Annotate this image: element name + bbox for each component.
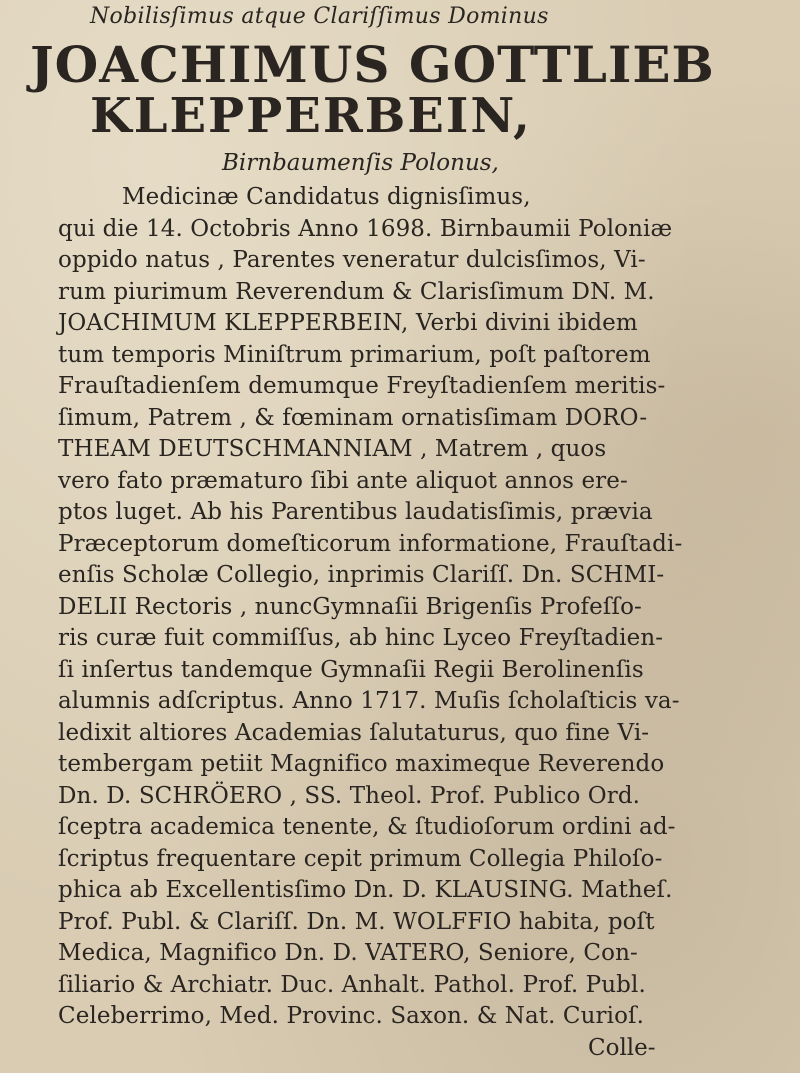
catchword: Colle- (588, 1034, 656, 1061)
body-line: ledixit altiores Academias ſalutaturus, quo fine Vi- (58, 719, 650, 746)
body-line: ſimum, Patrem , & fœminam ornatisſimam DORO- (58, 404, 648, 431)
intro-line: Nobilisſimus atque Clariſſimus Dominus (90, 4, 549, 29)
body-line: rum piurimum Reverendum & Clarisſimum DN. M. (58, 278, 655, 305)
origin-line: Birnbaumenſis Polonus, (222, 150, 499, 176)
body-line: qui die 14. Octobris Anno 1698. Birnbaumii Poloniæ (58, 215, 673, 242)
body-line: ſceptra academica tenente, & ſtudioſorum ordini ad- (58, 814, 676, 840)
body-line: phica ab Excellentisſimo Dn. D. KLAUSING. Matheſ. (58, 877, 673, 903)
body-line: enſis Scholæ Collegio, inprimis Clariſſ. Dn. SCHMI- (58, 562, 665, 588)
body-line: ris curæ fuit commiſſus, ab hinc Lyceo Freyſtadien- (58, 625, 664, 651)
body-line: THEAM DEUTSCHMANNIAM , Matrem , quos (58, 436, 607, 462)
body-line: Medica, Magnifico Dn. D. VATERO, Seniore, Con- (58, 940, 638, 966)
body-line: Dn. D. SCHRÖERO , SS. Theol. Prof. Publico Ord. (58, 782, 641, 809)
body-line: tum temporis Miniſtrum primarium, poſt paſtorem (58, 341, 651, 368)
name-line-2: KLEPPERBEIN, (90, 88, 532, 144)
body-line: Prof. Publ. & Clariſſ. Dn. M. WOLFFIO habita, poſt (58, 908, 655, 935)
body-line: oppido natus , Parentes veneratur dulcisſimos, Vi- (58, 247, 646, 273)
body-line: ſi inſertus tandemque Gymnaſii Regii Berolinenſis (58, 656, 644, 683)
body-line: ſiliario & Archiatr. Duc. Anhalt. Pathol. Prof. Publ. (58, 971, 646, 998)
body-line: Præceptorum domeſticorum informatione, Frauſtadi- (58, 530, 683, 557)
body-line: ſcriptus frequentare cepit primum Collegia Philoſo- (58, 845, 663, 872)
name-line-1: JOACHIMUS GOTTLIEB (30, 35, 715, 94)
body-line: Medicinæ Candidatus dignisſimus, (122, 184, 531, 210)
body-line: JOACHIMUM KLEPPERBEIN, Verbi divini ibidem (58, 310, 638, 336)
body-line: ptos luget. Ab his Parentibus laudatisſimis, prævia (58, 499, 653, 525)
body-line: Frauſtadienſem demumque Freyſtadienſem meritis- (58, 373, 666, 399)
body-line: Celeberrimo, Med. Provinc. Saxon. & Nat. Curioſ. (58, 1003, 645, 1029)
body-line: alumnis adſcriptus. Anno 1717. Muſis ſcholaſticis va- (58, 688, 680, 714)
body-line: DELII Rectoris , nuncGymnaſii Brigenſis Profeſſo- (58, 593, 642, 620)
body-line: tembergam petiit Magnifico maximeque Reverendo (58, 751, 665, 777)
body-line: vero fato præmaturo ſibi ante aliquot annos ere- (58, 467, 628, 494)
